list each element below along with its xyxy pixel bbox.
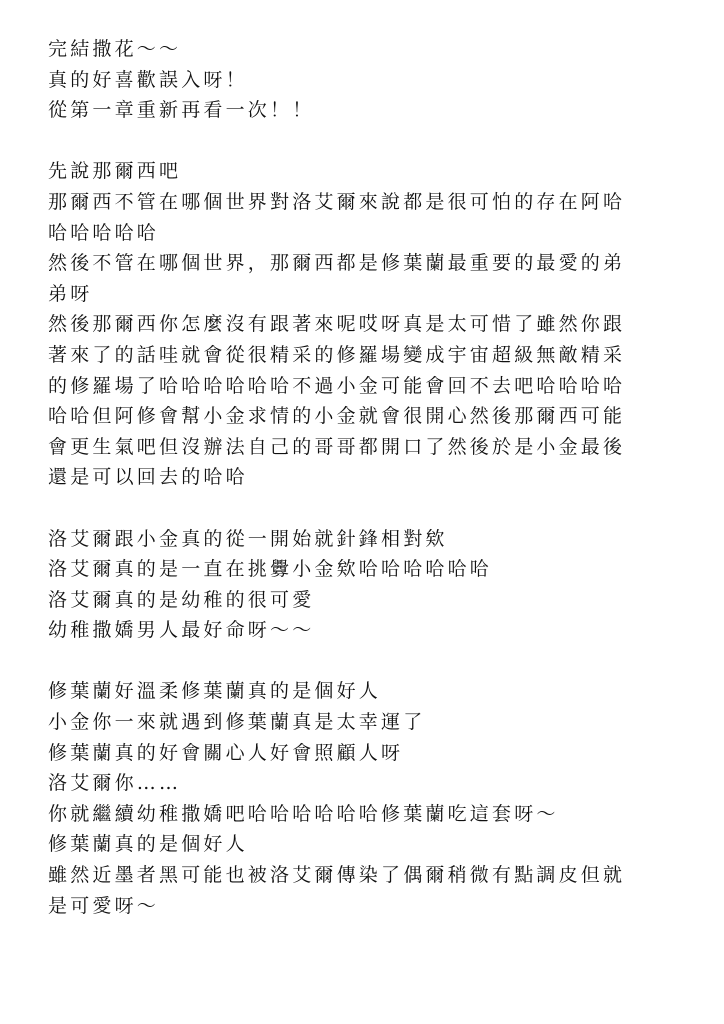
- text-line: 然後不管在哪個世界，那爾西都是修葉蘭最重要的最愛的弟: [48, 252, 626, 275]
- text-line: 修葉蘭好溫柔修葉蘭真的是個好人: [48, 680, 382, 703]
- text-line: 哈哈但阿修會幫小金求情的小金就會很開心然後那爾西可能: [48, 405, 626, 428]
- text-line: 幼稚撒嬌男人最好命呀～～: [48, 619, 315, 642]
- paragraph-loel: [48, 524, 680, 646]
- text-line: 弟呀: [48, 282, 93, 305]
- text-line: 完結撒花～～: [48, 38, 182, 60]
- text-line: 著來了的話哇就會從很精采的修羅場變成宇宙超級無敵精采: [48, 343, 626, 366]
- text-line: 修葉蘭真的是個好人: [48, 833, 248, 856]
- text-line: 雖然近墨者黑可能也被洛艾爾傳染了偶爾稍微有點調皮但就: [48, 864, 626, 887]
- paragraph-opening: [48, 34, 680, 126]
- text-line: 會更生氣吧但沒辦法自己的哥哥都開口了然後於是小金最後: [48, 435, 626, 458]
- text-line: 修葉蘭真的好會關心人好會照顧人呀: [48, 741, 404, 764]
- text-line: 的修羅場了哈哈哈哈哈哈不過小金可能會回不去吧哈哈哈哈: [48, 374, 626, 397]
- text-line: 小金你一來就遇到修葉蘭真是太幸運了: [48, 711, 426, 734]
- paragraph-xiuyelan: [48, 676, 680, 921]
- text-line: 洛艾爾真的是一直在挑釁小金欸哈哈哈哈哈哈: [48, 558, 493, 581]
- text-line: 洛艾爾你……: [48, 772, 182, 795]
- text-line: 洛艾爾跟小金真的從一開始就針鋒相對欸: [48, 527, 448, 550]
- text-line: 是可愛呀～: [48, 894, 160, 917]
- text-line: 先說那爾西吧: [48, 160, 182, 183]
- text-line: 洛艾爾真的是幼稚的很可愛: [48, 588, 315, 611]
- document-body: [48, 34, 680, 921]
- text-line: 真的好喜歡誤入呀！: [48, 68, 248, 91]
- text-line: 然後那爾西你怎麼沒有跟著來呢哎呀真是太可惜了雖然你跟: [48, 313, 626, 336]
- text-line: 還是可以回去的哈哈: [48, 466, 248, 489]
- text-line: 從第一章重新再看一次！！: [48, 99, 315, 122]
- paragraph-narcis: [48, 156, 680, 493]
- text-line: 你就繼續幼稚撒嬌吧哈哈哈哈哈哈修葉蘭吃這套呀～: [48, 802, 559, 825]
- text-line: 那爾西不管在哪個世界對洛艾爾來說都是很可怕的存在阿哈: [48, 190, 626, 213]
- text-line: 哈哈哈哈哈: [48, 221, 160, 244]
